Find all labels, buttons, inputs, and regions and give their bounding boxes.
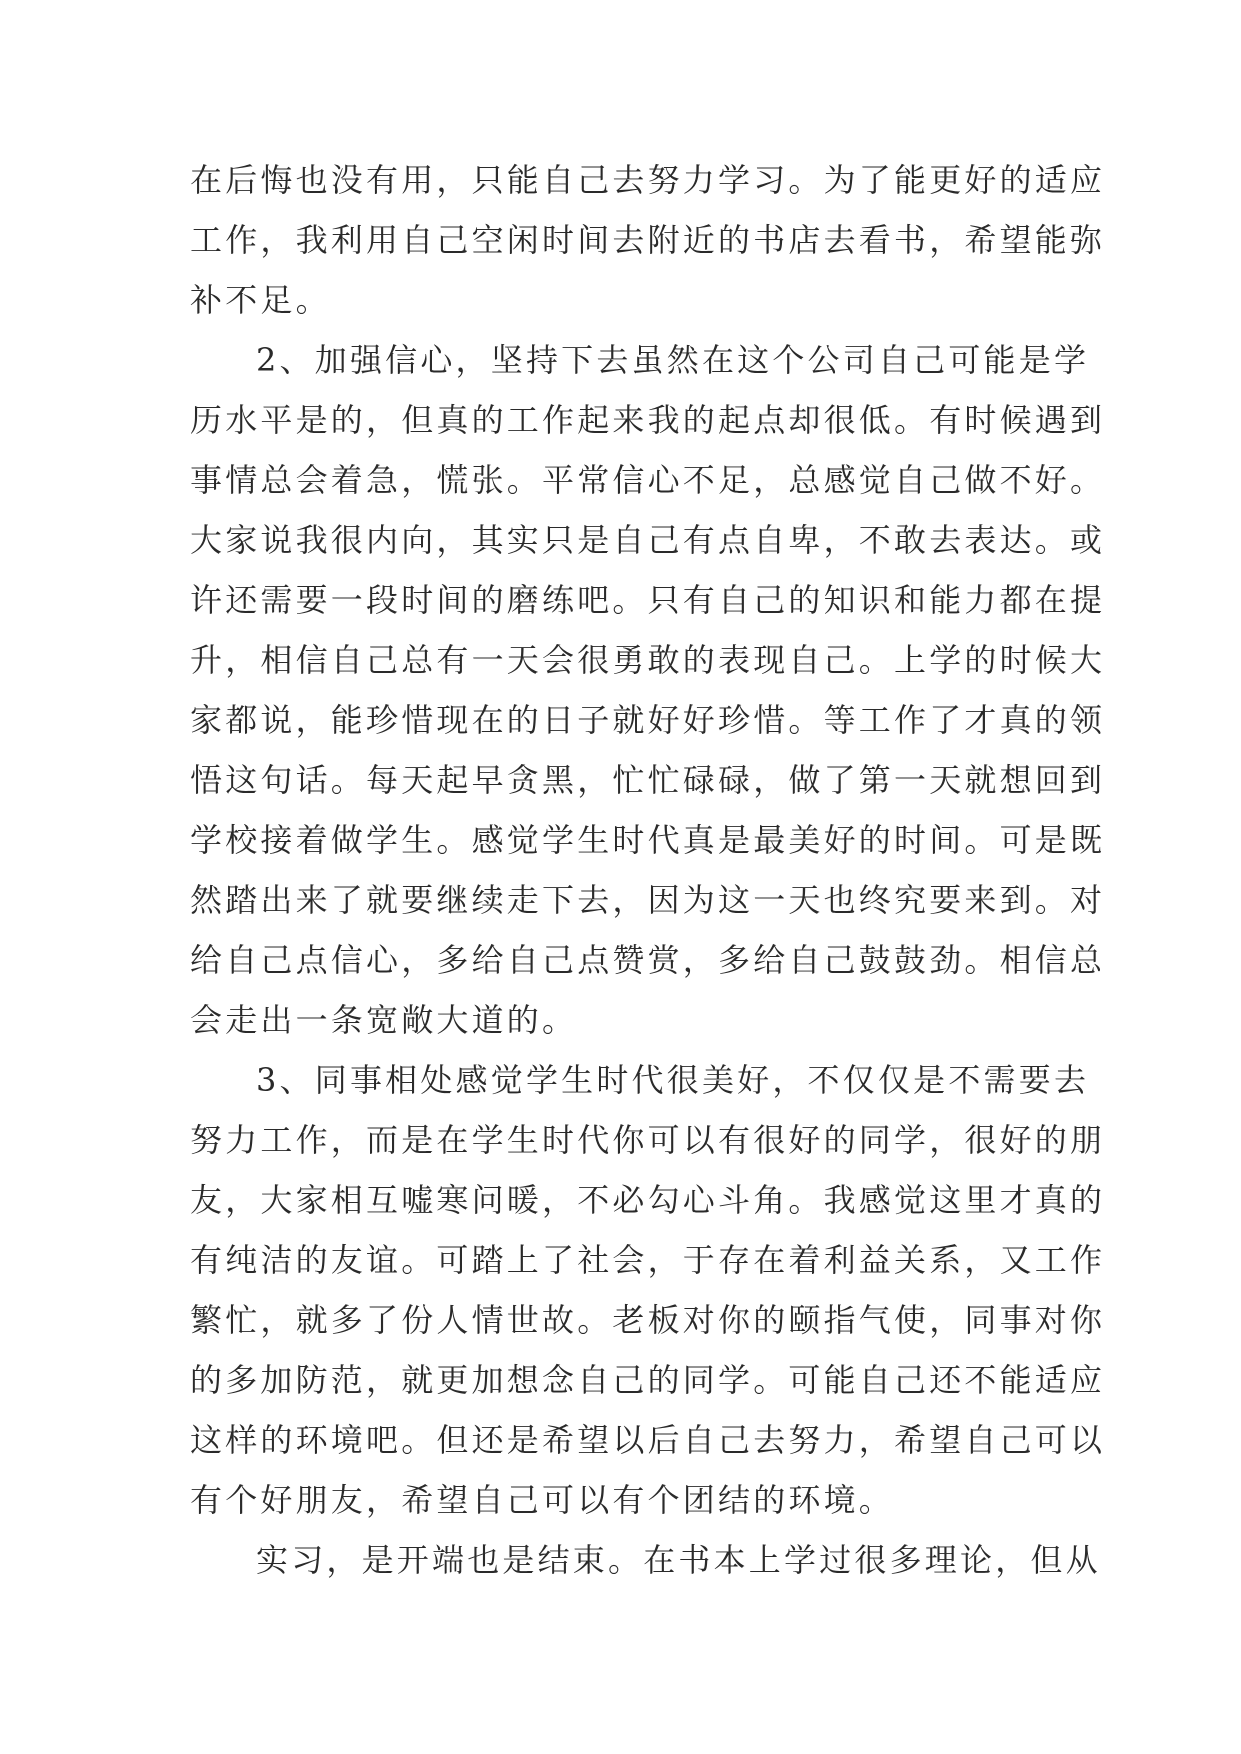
text-line: 许还需要一段时间的磨练吧。只有自己的知识和能力都在提 — [190, 581, 1106, 619]
text-line: 升，相信自己总有一天会很勇敢的表现自己。上学的时候大 — [190, 641, 1106, 679]
text-line: 悟这句话。每天起早贪黑，忙忙碌碌，做了第一天就想回到 — [190, 761, 1106, 799]
text-line: 有个好朋友，希望自己可以有个团结的环境。 — [190, 1481, 895, 1519]
text-line: 学校接着做学生。感觉学生时代真是最美好的时间。可是既 — [190, 821, 1106, 859]
text-line: 的多加防范，就更加想念自己的同学。可能自己还不能适应 — [190, 1361, 1106, 1399]
text-line: 繁忙，就多了份人情世故。老板对你的颐指气使，同事对你 — [190, 1301, 1106, 1339]
text-line: 这样的环境吧。但还是希望以后自己去努力，希望自己可以 — [190, 1421, 1106, 1459]
text-line: 会走出一条宽敞大道的。 — [190, 1001, 578, 1039]
text-line: 在后悔也没有用，只能自己去努力学习。为了能更好的适应 — [190, 161, 1106, 199]
text-line: 然踏出来了就要继续走下去，因为这一天也终究要来到。对 — [190, 881, 1106, 919]
text-line: 工作，我利用自己空闲时间去附近的书店去看书，希望能弥 — [190, 221, 1106, 259]
text-line: 给自己点信心，多给自己点赞赏，多给自己鼓鼓劲。相信总 — [190, 941, 1106, 979]
paragraph-start-line: 实习，是开端也是结束。在书本上学过很多理论，但从 — [256, 1541, 1101, 1579]
text-line: 历水平是的，但真的工作起来我的起点却很低。有时候遇到 — [190, 401, 1106, 439]
paragraph-start-line: 2、加强信心，坚持下去虽然在这个公司自己可能是学 — [256, 341, 1090, 379]
text-line: 家都说，能珍惜现在的日子就好好珍惜。等工作了才真的领 — [190, 701, 1106, 739]
text-line: 有纯洁的友谊。可踏上了社会，于存在着利益关系，又工作 — [190, 1241, 1106, 1279]
paragraph-start-line: 3、同事相处感觉学生时代很美好，不仅仅是不需要去 — [256, 1061, 1090, 1099]
text-line: 友，大家相互嘘寒问暖，不必勾心斗角。我感觉这里才真的 — [190, 1181, 1106, 1219]
text-line: 大家说我很内向，其实只是自己有点自卑，不敢去表达。或 — [190, 521, 1106, 559]
body-text — [190, 150, 1106, 1590]
text-line: 补不足。 — [190, 281, 331, 319]
text-line: 努力工作，而是在学生时代你可以有很好的同学，很好的朋 — [190, 1121, 1106, 1159]
text-line: 事情总会着急，慌张。平常信心不足，总感觉自己做不好。 — [190, 461, 1106, 499]
